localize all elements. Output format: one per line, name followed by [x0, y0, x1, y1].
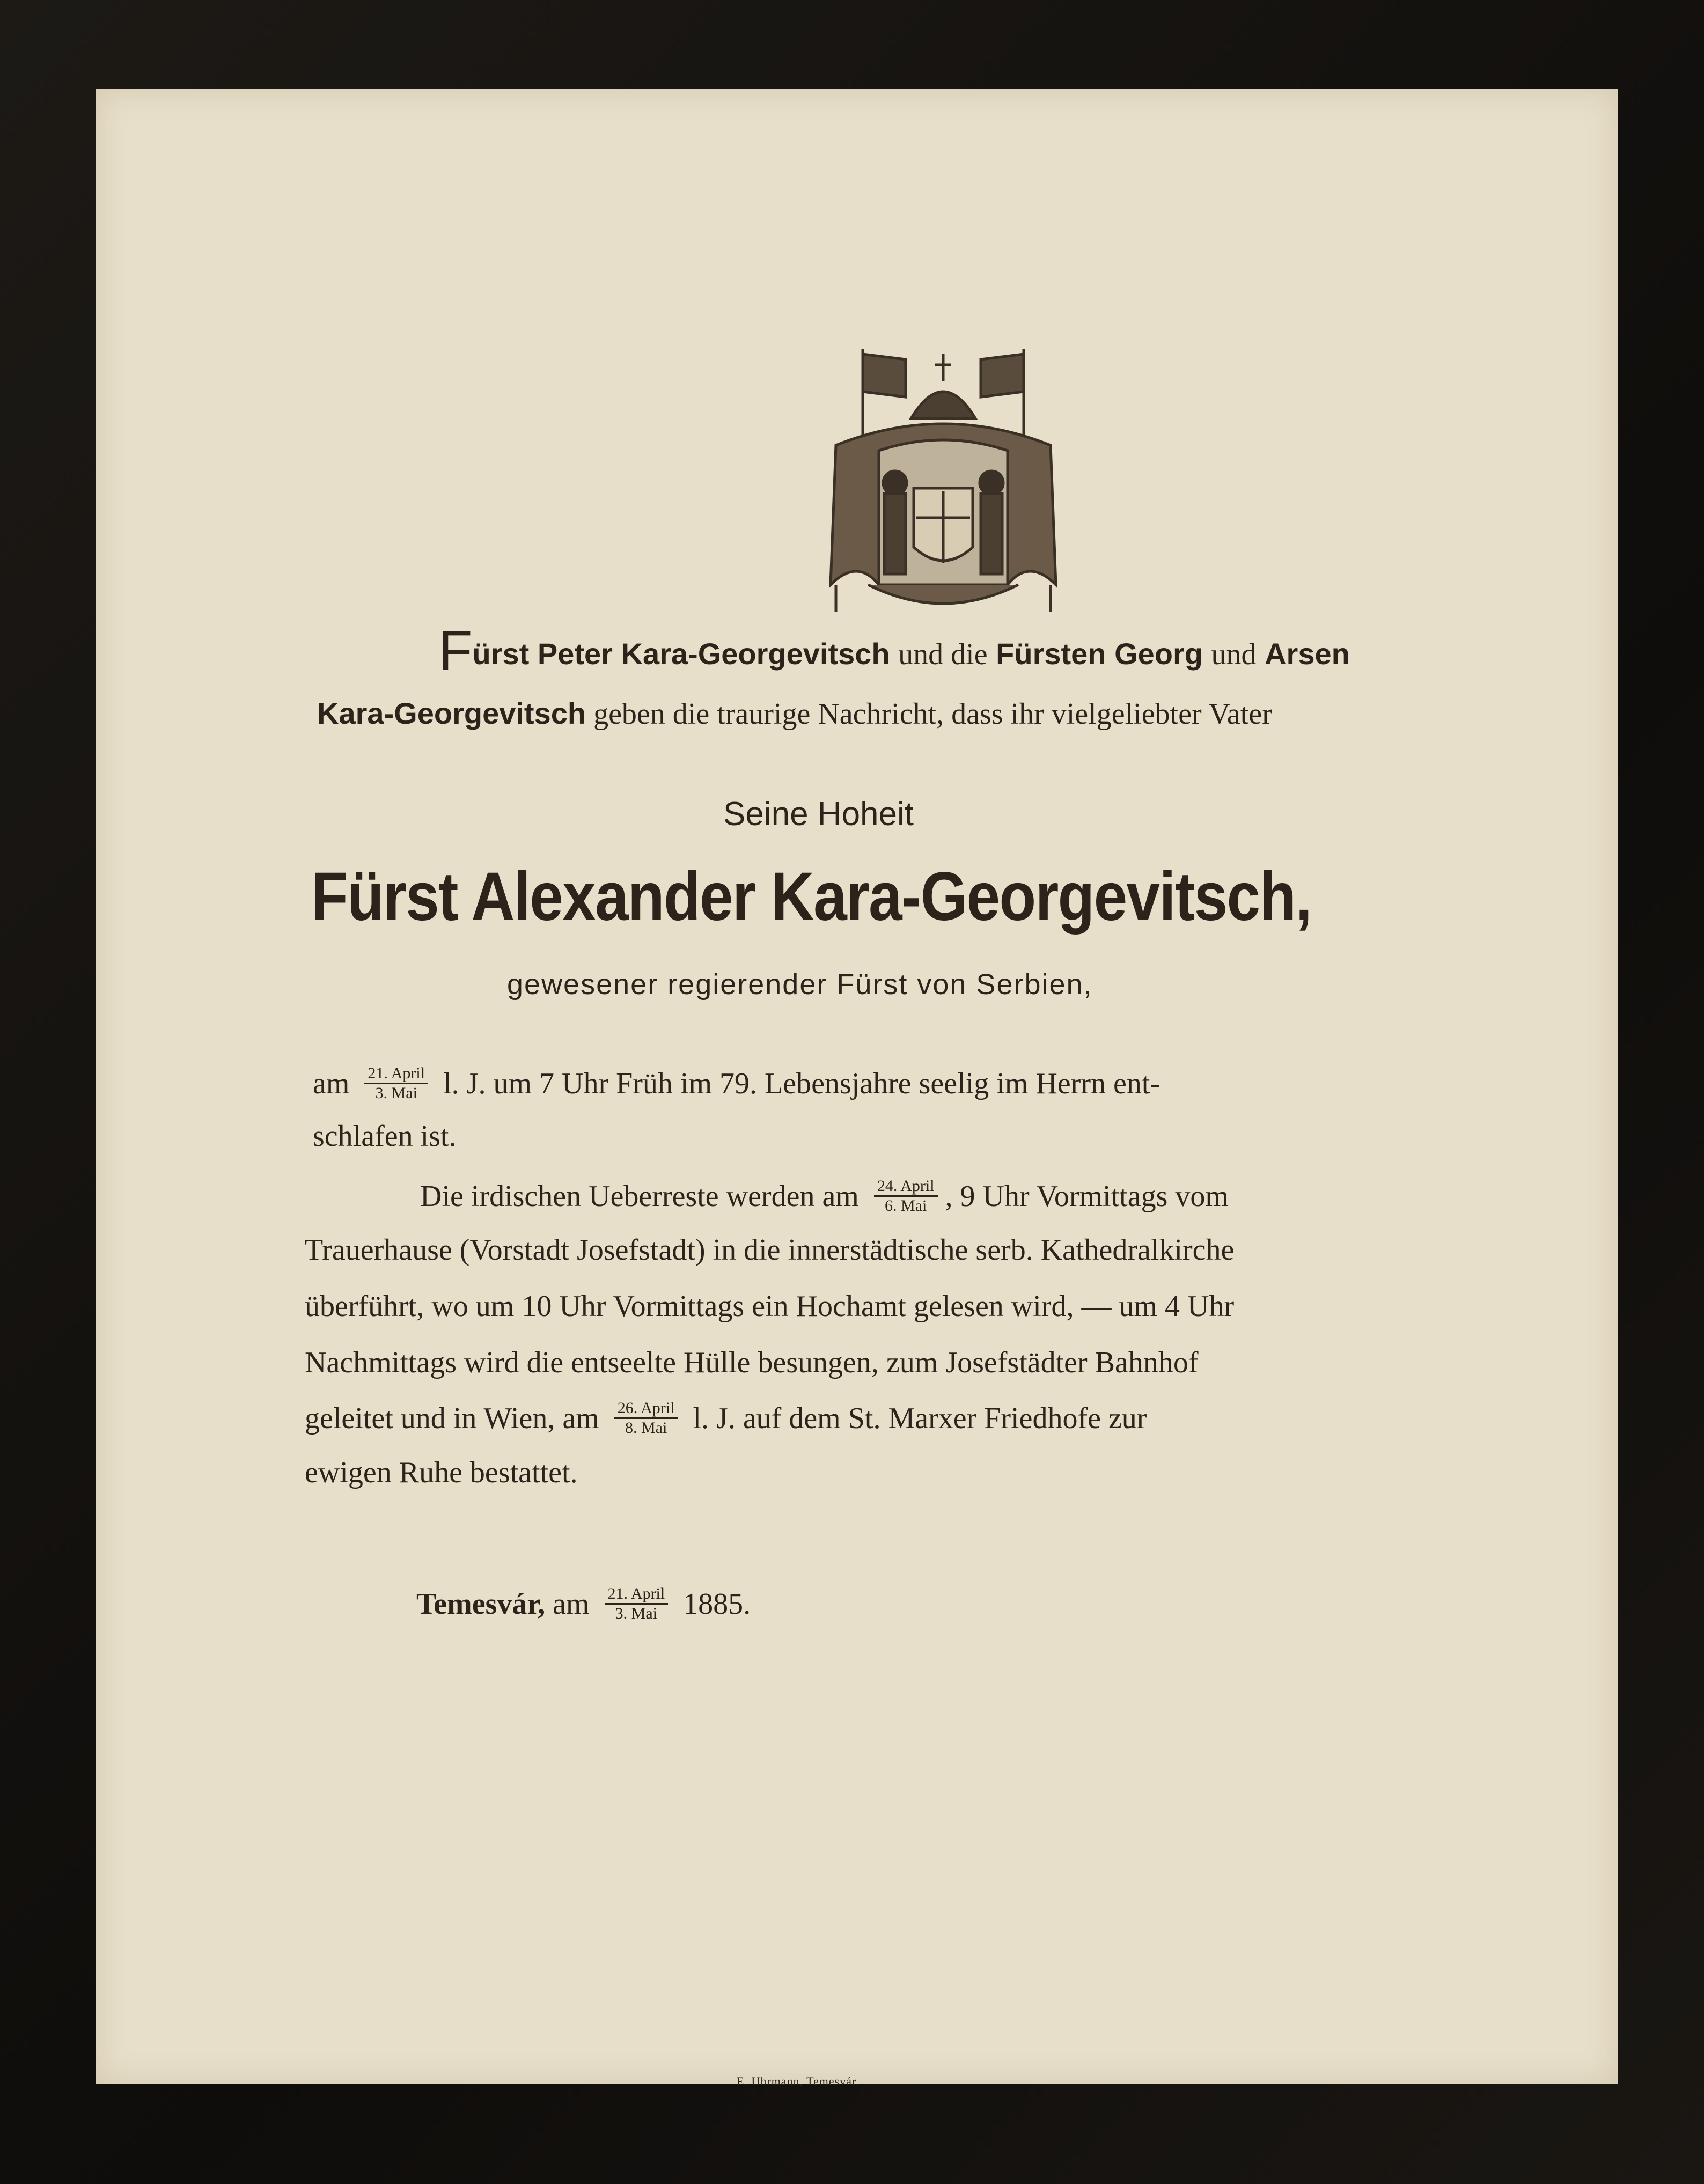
mourner-arsen: Arsen [1265, 637, 1350, 671]
date-fraction [364, 1064, 428, 1102]
coat-of-arms-icon [804, 333, 1083, 633]
title-seine-hoheit: Seine Hoheit [723, 796, 914, 833]
dateline-year: 1885. [683, 1587, 751, 1621]
date-fraction [614, 1399, 678, 1437]
date-gregorian: 6. Mai [885, 1196, 927, 1215]
printer-imprint: E. Uhrmann, Temesvár. [737, 2075, 860, 2088]
announcement-text: geben die traurige Nachricht, dass ihr vielgeliebter Vater [593, 697, 1272, 731]
funeral-line-1 [420, 1178, 1229, 1218]
deceased-name: Fürst Alexander Kara-Georgevitsch, [311, 858, 1312, 935]
death-line-2: schlafen ist. [313, 1120, 457, 1153]
date-julian: 24. April [874, 1177, 938, 1197]
date-fraction [605, 1585, 669, 1623]
date-gregorian: 3. Mai [615, 1604, 657, 1622]
mourner-georg: Fürsten Georg [996, 637, 1203, 671]
funeral-line-3: überführt, wo um 10 Uhr Vormittags ein Hochamt gelesen wird, — um 4 Uhr [305, 1290, 1235, 1323]
funeral-line-5 [305, 1400, 1147, 1440]
date-julian: 21. April [364, 1064, 428, 1084]
dateline-place: Temesvár, [416, 1587, 546, 1621]
funeral-text-b: , 9 Uhr Vormittags vom [945, 1180, 1229, 1213]
deceased-subtitle: gewesener regierender Fürst von Serbien, [507, 968, 1093, 1001]
date-gregorian: 3. Mai [375, 1084, 417, 1102]
text-am: am [553, 1587, 590, 1621]
text-und-die: und die [898, 638, 988, 671]
announcement-line-1 [438, 620, 1350, 682]
date-fraction [874, 1177, 938, 1215]
funeral-line-6: ewigen Ruhe bestattet. [305, 1456, 578, 1489]
date-julian: 26. April [614, 1399, 678, 1419]
announcement-line-2 [317, 695, 1272, 733]
date-gregorian: 8. Mai [625, 1418, 667, 1437]
funeral-text-d: l. J. auf dem St. Marxer Friedhofe zur [693, 1402, 1147, 1435]
announcement-sheet [96, 89, 1618, 2088]
death-line-1 [313, 1065, 1160, 1106]
text-am: am [313, 1067, 350, 1100]
funeral-text-c: geleitet und in Wien, am [305, 1402, 599, 1435]
death-text: l. J. um 7 Uhr Früh im 79. Lebensjahre seelig im Herrn ent- [443, 1067, 1161, 1100]
text-und: und [1211, 638, 1257, 671]
funeral-text-a: Die irdischen Ueberreste werden am [420, 1180, 859, 1213]
funeral-line-4: Nachmittags wird die entseelte Hülle besungen, zum Josefstädter Bahnhof [305, 1346, 1199, 1379]
funeral-line-2: Trauerhause (Vorstadt Josefstadt) in die innerstädtische serb. Kathedralkirche [305, 1233, 1235, 1267]
family-name: Kara-Georgevitsch [317, 696, 586, 730]
drop-cap: F [438, 620, 473, 682]
dateline [416, 1585, 751, 1626]
date-julian: 21. April [605, 1585, 669, 1605]
mourner-peter: ürst Peter Kara-Georgevitsch [472, 637, 890, 671]
